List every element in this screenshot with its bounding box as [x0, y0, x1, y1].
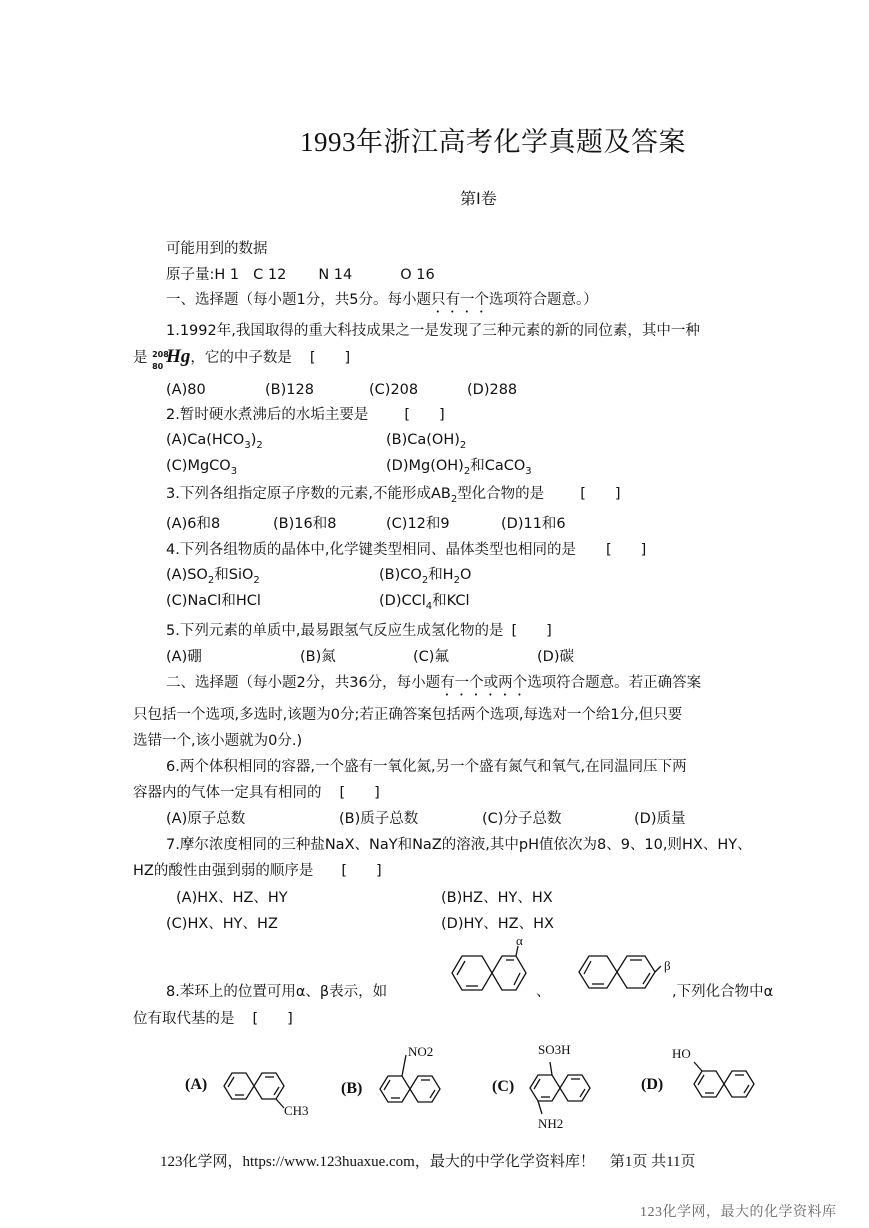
ch3-label: CH3 [284, 1103, 309, 1118]
q8-line1-b: ,下列化合物中α [672, 984, 774, 1000]
data-header: 可能用到的数据 [166, 241, 268, 257]
q4-option-d: (D)CCl$_4$和KCl [379, 593, 470, 612]
option-b-structure [378, 1055, 448, 1115]
atomic-mass-label: 原子量: [166, 267, 215, 283]
q8-line2: 位有取代基的是 [ ] [133, 1011, 293, 1027]
q7-option-c: (C)HX、HY、HZ [166, 916, 278, 932]
q1-pre: 是 [133, 350, 148, 366]
q8-option-b-label: (B) [341, 1080, 363, 1097]
option-d-structure [690, 1062, 762, 1107]
section1-text: 一、选择题（每小题1分，共5分。每小题 [166, 292, 431, 308]
q6-line1: 6.两个体积相同的容器,一个盛有一氧化氮,另一个盛有氮气和氧气,在同温同压下两 [166, 759, 687, 775]
q3-option-b: (B)16和8 [273, 516, 337, 532]
atomic-mass-line [166, 266, 435, 284]
q5-option-c: (C)氟 [413, 649, 449, 665]
hg-isotope: 208 80 [152, 350, 169, 371]
option-a-structure [222, 1068, 292, 1118]
q8-line1-a: 8.苯环上的位置可用α、β表示，如 [166, 984, 388, 1000]
q5-stem: 5.下列元素的单质中,最易跟氢气反应生成氢化物的是 [ ] [166, 623, 552, 639]
q4-option-a: $(A)SO_2$和SiO$_2$ [166, 567, 260, 586]
q1-post: ，它的中子数是 [190, 350, 292, 366]
q2-option-a: $(A)Ca(HCO_3)_2$ [166, 432, 263, 451]
naphthalene-alpha-diagram [448, 948, 528, 998]
q2-option-c: (C)MgCO$_3$ [166, 458, 238, 477]
atomic-mass-n: N 14 [318, 267, 353, 283]
section1-emphasis: 只有一个 [430, 292, 489, 308]
section2-emphasis: 有一个或两个 [440, 675, 528, 691]
q7-option-b: (B)HZ、HY、HX [441, 890, 553, 906]
q3-stem: 3.下列各组指定原子序数的元素,不能形成$AB_2$型化合物的是 [ ] [166, 486, 621, 505]
q1-line1: 1.1992年,我国取得的重大科技成果之一是发现了三种元素的新的同位素，其中一种 [166, 323, 700, 339]
q3-option-c: (C)12和9 [386, 516, 450, 532]
q2-bracket: [ ] [404, 407, 445, 423]
q4-bracket: [ ] [605, 542, 647, 558]
q6-line2: 容器内的气体一定具有相同的 [ ] [133, 785, 380, 801]
atomic-mass-o: O 16 [400, 267, 435, 283]
section1-instructions [166, 291, 598, 316]
q6-option-a: (A)原子总数 [166, 811, 246, 827]
q1-line2 [133, 346, 351, 371]
watermark: 123化学网，最大的化学资料库 [640, 1205, 837, 1220]
q7-bracket: [ ] [341, 863, 382, 879]
q1-option-d: (D)288 [467, 382, 518, 398]
nh2-label: NH2 [538, 1116, 564, 1131]
section2-line3: 选错一个,该小题就为0分.) [133, 733, 303, 749]
q4-stem: 4.下列各组物质的晶体中,化学键类型相同、晶体类型也相同的是 [ ] [166, 542, 647, 558]
q1-option-b: (B)128 [265, 382, 314, 398]
q5-option-a: (A)硼 [166, 649, 202, 665]
q6-bracket: [ ] [339, 785, 380, 801]
page-footer: 123化学网，https://www.123huaxue.com，最大的中学化学资料库！ 第1页 共11页 [160, 1154, 696, 1170]
atomic-mass-h: H 1 [214, 267, 240, 283]
q4-option-c: (C)NaCl和HCl [166, 593, 261, 609]
q2-option-b: $(B)Ca(OH)_2$ [386, 432, 467, 451]
q6-option-d: (D)质量 [634, 811, 686, 827]
q7-option-a: (A)HX、HZ、HY [176, 890, 288, 906]
q5-bracket: [ ] [511, 623, 552, 639]
q8-option-d-label: (D) [641, 1076, 664, 1093]
q3-option-a: (A)6和8 [166, 516, 221, 532]
q1-bracket: [ ] [309, 350, 351, 366]
q5-option-d: (D)碳 [537, 649, 574, 665]
q8-separator: 、 [536, 984, 551, 1000]
q8-option-c-label: (C) [492, 1078, 515, 1095]
q6-option-b: (B)质子总数 [339, 811, 419, 827]
so3h-label: SO3H [538, 1042, 571, 1057]
beta-label: β [664, 958, 671, 973]
q2-stem [166, 406, 445, 424]
section2-line1: 二、选择题（每小题2分，共36分，每小题有一个或两个选项符合题意。若正确答案 [166, 675, 702, 691]
q3-bracket: [ ] [580, 486, 621, 502]
hg-symbol: Hg [166, 346, 191, 367]
atomic-mass-c: C 12 [253, 267, 287, 283]
naphthalene-beta-diagram [577, 950, 667, 994]
q7-line2: HZ的酸性由强到弱的顺序是 [ ] [133, 863, 382, 879]
q3-option-d: (D)11和6 [501, 516, 566, 532]
q8-bracket: [ ] [252, 1011, 293, 1027]
volume-heading: 第Ⅰ卷 [460, 189, 497, 208]
q4-option-b: $(B)CO_2$和$H_2O$ [379, 567, 472, 586]
alpha-label: α [516, 933, 523, 948]
q7-option-d: (D)HY、HZ、HX [441, 916, 554, 932]
section1-text-end: 选项符合题意。） [488, 292, 598, 308]
ho-label: HO [672, 1046, 691, 1061]
q8-option-a-label: (A) [185, 1076, 208, 1093]
q1-option-c: (C)208 [369, 382, 419, 398]
section2-line2: 只包括一个选项,多选时,该题为0分;若正确答案包括两个选项,每选对一个给1分,但只要 [133, 707, 683, 723]
page-title: 1993年浙江高考化学真题及答案 [300, 127, 686, 157]
no2-label: NO2 [408, 1044, 434, 1059]
q2-stem-text: 2.暂时硬水煮沸后的水垢主要是 [166, 407, 369, 423]
q7-line1: 7.摩尔浓度相同的三种盐NaX、NaY和NaZ的溶液,其中pH值依次为8、9、10,则HX、HY、 [166, 837, 752, 853]
q2-option-d: $(D)Mg(OH)_2$和CaCO$_3$ [386, 458, 532, 477]
q5-option-b: (B)氮 [300, 649, 336, 665]
q6-option-c: (C)分子总数 [482, 811, 562, 827]
q1-option-a: (A)80 [166, 382, 206, 398]
